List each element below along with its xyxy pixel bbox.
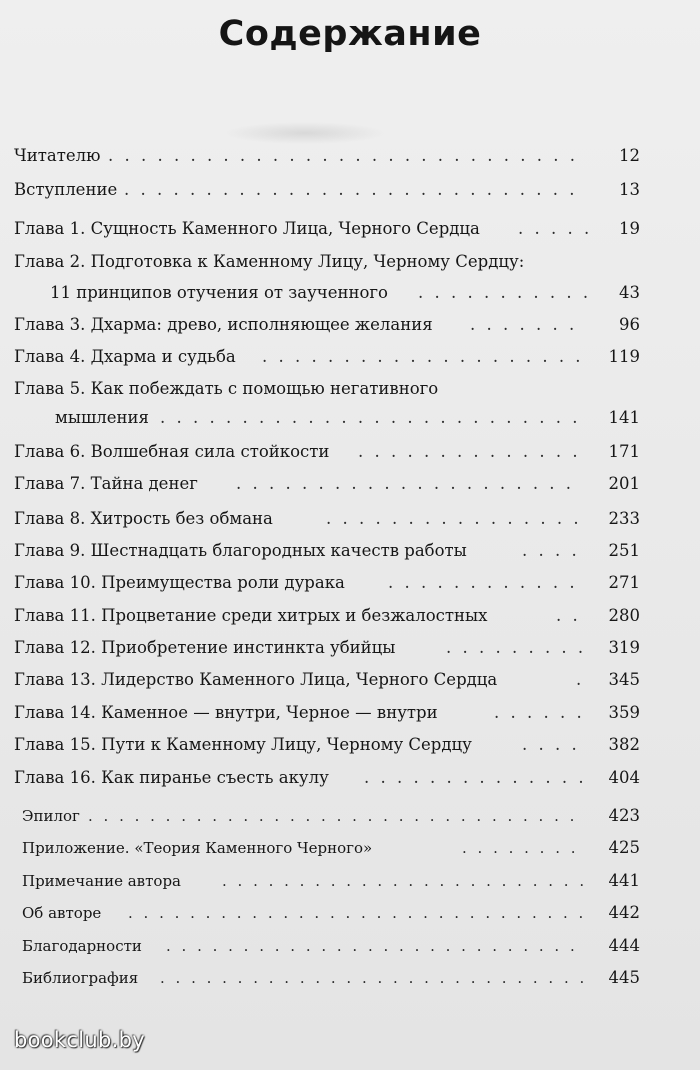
toc-entry-label: Глава 10. Преимущества роли дурака [14,573,345,592]
toc-entry-page: 425 [608,838,640,857]
toc-entry-label: Глава 12. Приобретение инстинкта убийцы [14,638,396,657]
toc-entry-label: Приложение. «Теория Каменного Черного» [22,839,373,857]
dot-leader [522,735,582,755]
toc-entry-label: Глава 8. Хитрость без обмана [14,509,273,528]
print-bleed-mark [225,122,385,144]
dot-leader [418,283,588,303]
toc-entry-label: Глава 1. Сущность Каменного Лица, Черного Сердца [14,219,480,238]
dot-leader [388,573,582,593]
toc-entry-label: Глава 6. Волшебная сила стойкости [14,442,330,461]
dot-leader [124,180,587,200]
toc-entry-page: 441 [608,871,640,890]
toc-entry-page: 251 [608,541,640,560]
toc-entry-label: Об авторе [22,904,102,922]
toc-entry-label: Глава 13. Лидерство Каменного Лица, Черного Сердца [14,670,498,689]
dot-leader [518,219,588,239]
toc-entry-label: Примечание автора [22,872,181,890]
toc-entry-page: 345 [608,670,640,689]
dot-leader [262,347,582,367]
site-watermark: bookclub.by [14,1028,145,1052]
toc-entry-page: 280 [608,606,640,625]
dot-leader [160,408,582,428]
dot-leader [236,474,582,494]
toc-entry-page: 201 [608,474,640,493]
toc-entry-label: Глава 3. Дхарма: древо, исполняющее желания [14,315,433,334]
dot-leader [494,703,582,723]
toc-entry-label: Глава 5. Как побеждать с помощью негативного [14,379,439,398]
dot-leader [556,606,584,626]
dot-leader [222,871,584,891]
dot-leader [462,838,582,858]
toc-entry-label: Глава 11. Процветание среди хитрых и безжалостных [14,606,488,625]
dot-leader [364,768,582,788]
toc-entry-label: Глава 4. Дхарма и судьба [14,347,236,366]
toc-entry-label: Эпилог [22,807,80,825]
toc-entry-page: 96 [619,315,640,334]
toc-entry-label: Глава 2. Подготовка к Каменному Лицу, Черному Сердцу: [14,252,525,271]
dot-leader [108,146,586,166]
toc-entry-page: 12 [619,146,640,165]
dot-leader [470,315,582,335]
toc-entry-label: Глава 15. Пути к Каменному Лицу, Черному Сердцу [14,735,472,754]
page-title: Содержание [218,14,482,54]
dot-leader [576,670,586,690]
toc-entry-page: 444 [608,936,640,955]
toc-entry-label: Глава 14. Каменное — внутри, Черное — внутри [14,703,438,722]
toc-entry-page: 233 [608,509,640,528]
toc-entry-page: 445 [608,968,640,987]
toc-entry-page: 404 [608,768,640,787]
toc-entry-label: Глава 7. Тайна денег [14,474,198,493]
toc-entry-page: 19 [619,219,640,238]
toc-entry-page: 13 [619,180,640,199]
toc-entry-page: 359 [608,703,640,722]
dot-leader [446,638,582,658]
dot-leader [128,903,584,923]
dot-leader [522,541,582,561]
toc-entry-page: 171 [608,442,640,461]
toc-entry-page: 119 [608,347,640,366]
toc-entry-label: Глава 16. Как пиранье съесть акулу [14,768,329,787]
toc-entry-label: Благодарности [22,937,142,955]
dot-leader [326,509,582,529]
toc-entry-page: 43 [619,283,640,302]
toc-entry-page: 442 [608,903,640,922]
toc-entry-page: 382 [608,735,640,754]
toc-entry-page: 271 [608,573,640,592]
dot-leader [358,442,582,462]
toc-entry-continuation: мышления [55,408,149,427]
toc-entry-label: Читателю [14,146,101,165]
dot-leader [88,806,582,826]
dot-leader [166,936,584,956]
toc-entry-page: 141 [608,408,640,427]
toc-entry-continuation: 11 принципов отучения от заученного [50,283,388,302]
toc-entry-label: Глава 9. Шестнадцать благородных качеств работы [14,541,467,560]
dot-leader [160,968,584,988]
toc-entry-label: Библиография [22,969,139,987]
toc-entry-page: 423 [608,806,640,825]
toc-entry-label: Вступление [14,180,118,199]
toc-entry-page: 319 [608,638,640,657]
